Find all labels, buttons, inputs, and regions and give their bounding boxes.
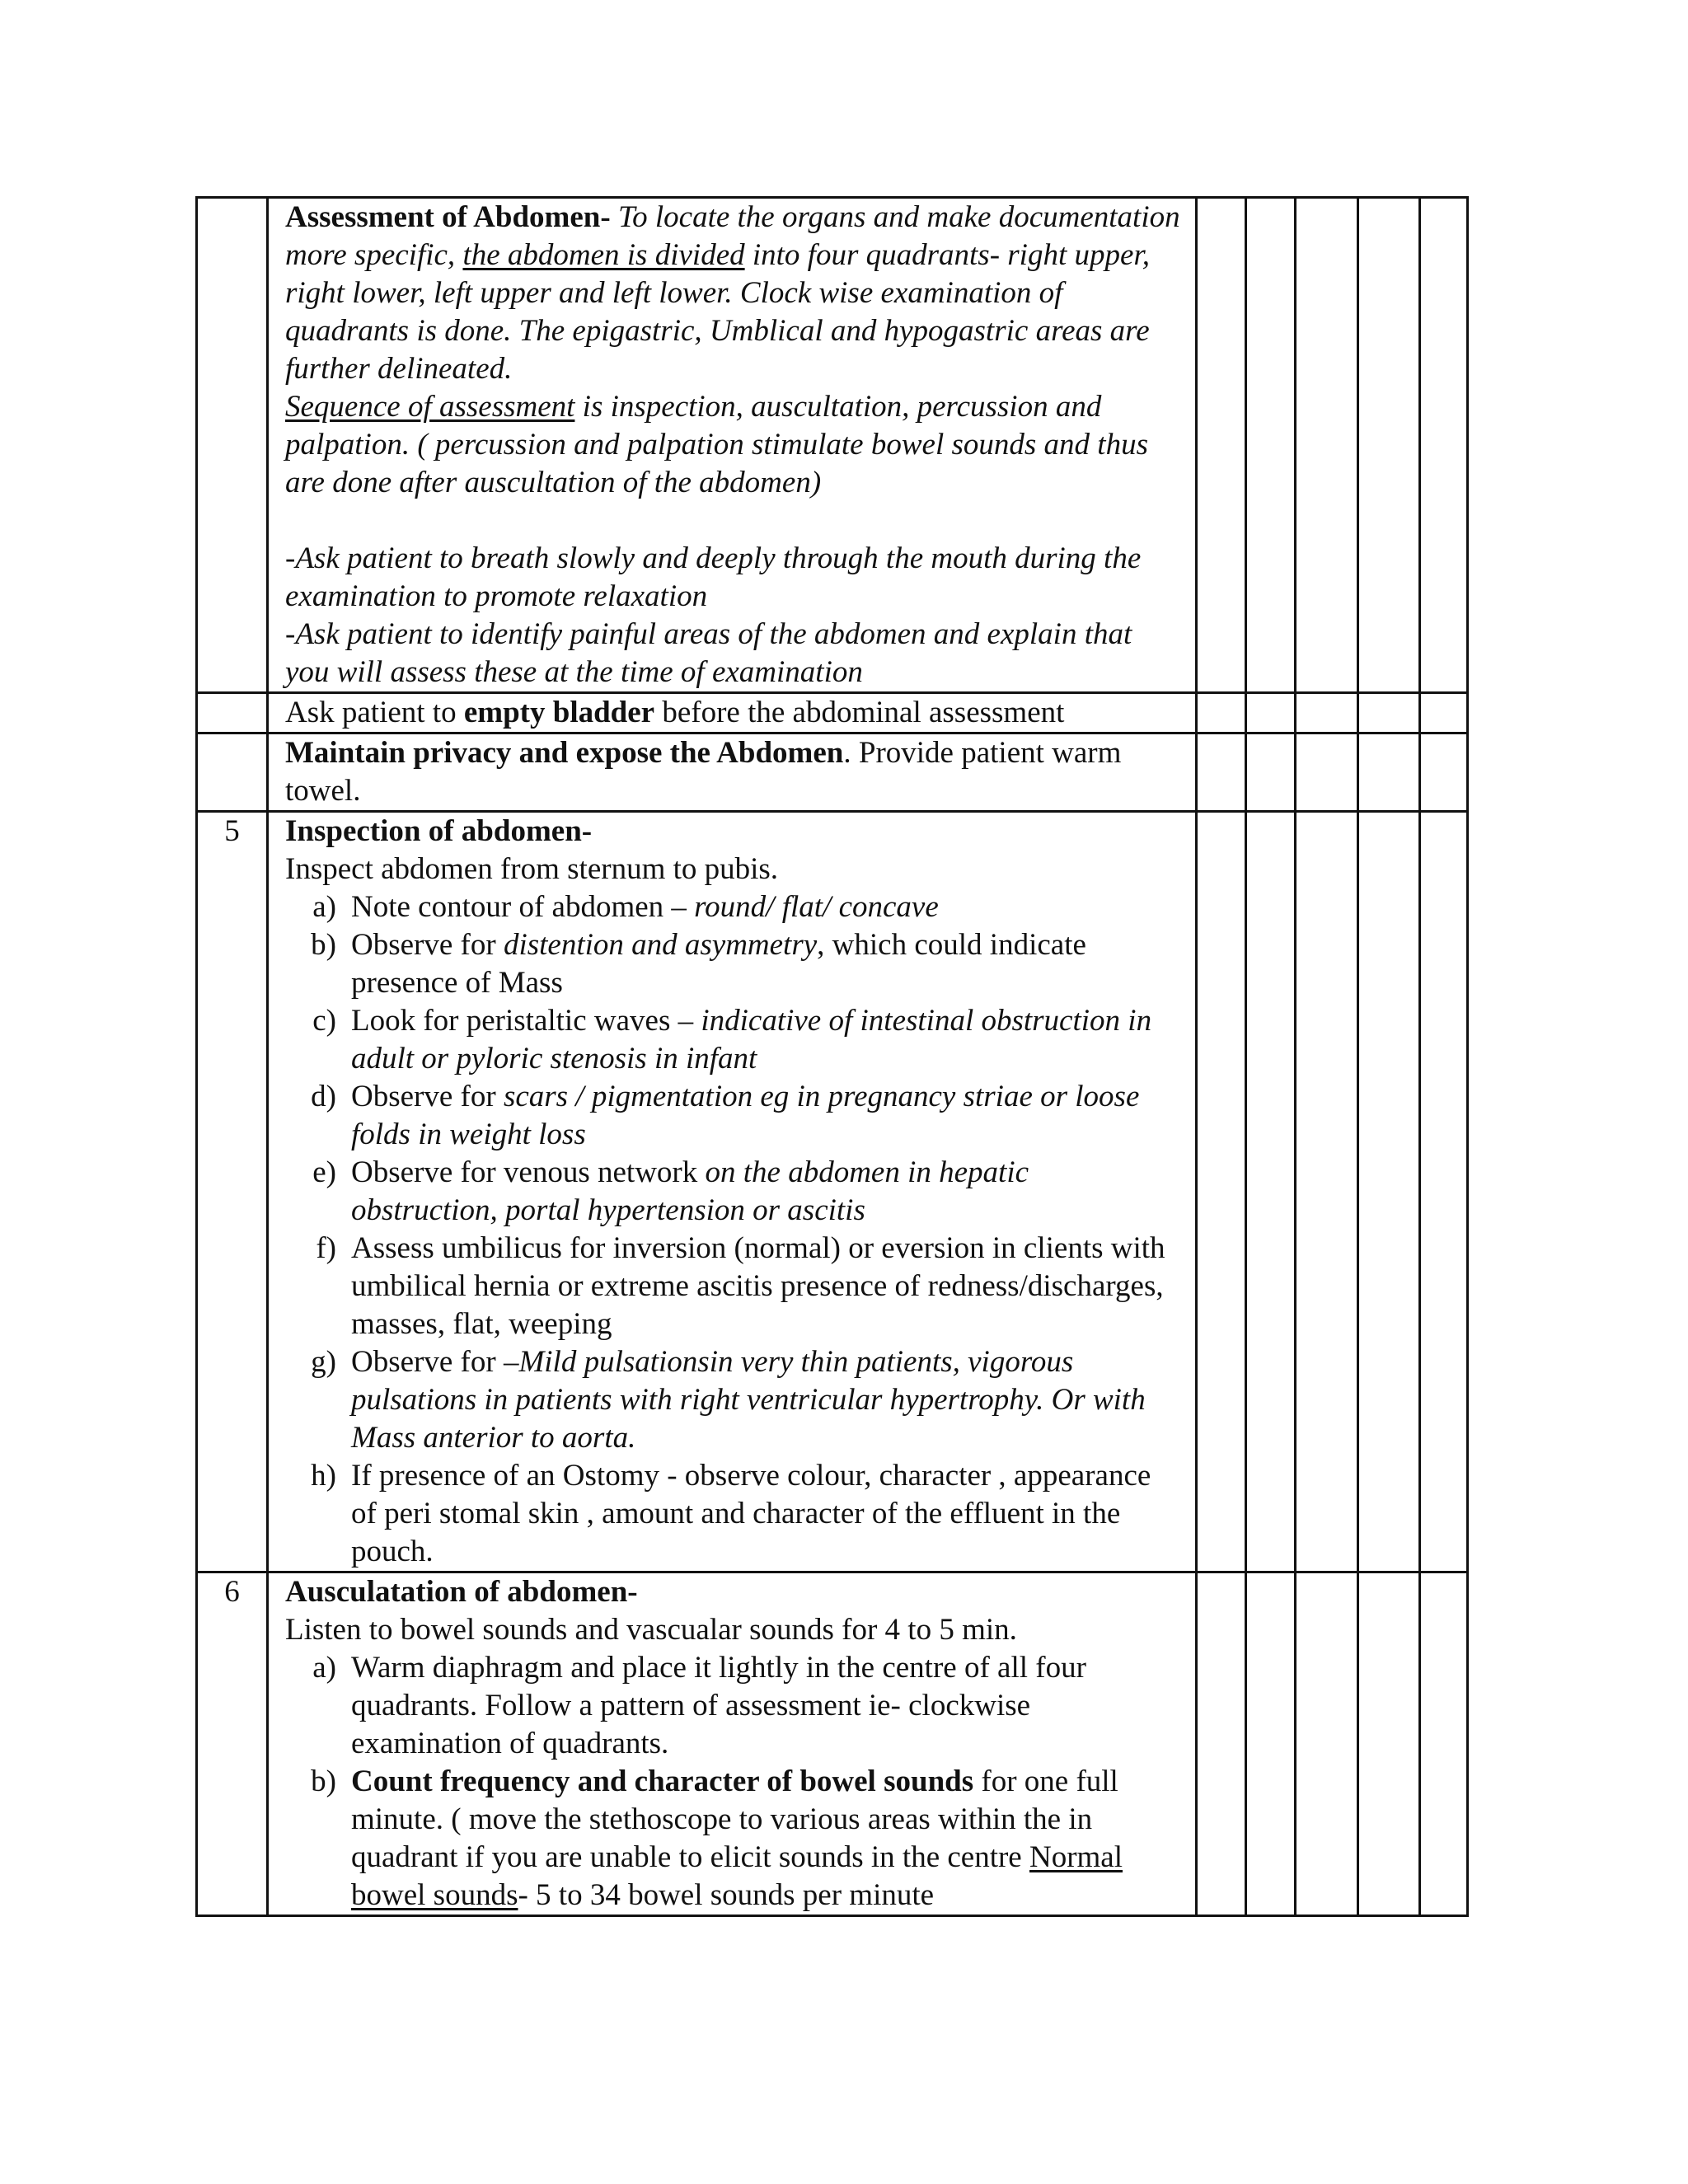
checklist-score-cell [1420, 693, 1468, 733]
text-run: - 5 to 34 bowel sounds per minute [518, 1878, 935, 1912]
text-run: Inspect abdomen from sternum to pubis. [285, 852, 779, 886]
text-run: distention and asymmetry [503, 928, 818, 962]
bold-text: empty bladder [463, 696, 655, 729]
bold-text: Count frequency and character of bowel sounds [351, 1765, 974, 1798]
list-item-text [351, 1457, 1180, 1571]
checklist-score-cell [1246, 1572, 1296, 1916]
text-run: -Ask patient to breath slowly and deeply through the mouth during the examination to promote relaxation [285, 541, 1142, 613]
text-run: Observe for [351, 1080, 504, 1113]
text-run: Observe for [351, 928, 504, 962]
text-run: for one full minute. ( move the stethoscope to various areas within the in quadrant if you are unable to elicit sounds in the centre [351, 1765, 1118, 1874]
list-marker: h) [311, 1459, 336, 1493]
bold-text: Maintain privacy and expose the Abdomen [285, 736, 844, 770]
checklist-score-cell [1246, 733, 1296, 812]
list-item-text [351, 1154, 1180, 1230]
text-run: Observe for [351, 1345, 504, 1379]
step-description-cell [268, 693, 1197, 733]
list-marker: b) [311, 928, 336, 962]
checklist-score-cell [1358, 1572, 1420, 1916]
checklist-score-cell [1197, 198, 1246, 693]
text-run: Observe for venous network [351, 1155, 706, 1189]
table-row [197, 1572, 1468, 1916]
step-description-cell [268, 198, 1197, 693]
step-description-cell [268, 812, 1197, 1572]
list-marker: a) [312, 890, 336, 924]
table-row [197, 733, 1468, 812]
checklist-score-cell [1246, 693, 1296, 733]
list-item [285, 1457, 1180, 1571]
text-run: If presence of an Ostomy - observe colour, character , appearance of peri stomal skin , amount and character of the effluent in the pouch. [351, 1459, 1151, 1568]
list-item [285, 1649, 1180, 1763]
checklist-score-cell [1296, 693, 1358, 733]
text-run: Sequence of assessment [285, 390, 575, 424]
list-item-text [351, 1230, 1180, 1343]
text-run: Look for peristaltic waves [351, 1004, 678, 1038]
text-run: -Ask patient to identify painful areas of the abdomen and explain that you will assess these at the time of examination [285, 617, 1132, 689]
paragraph [285, 734, 1180, 810]
step-number-cell [197, 693, 268, 733]
checklist-score-cell [1420, 198, 1468, 693]
checklist-score-cell [1420, 733, 1468, 812]
list-item-text [351, 926, 1180, 1002]
step-number-cell: 5 [197, 812, 268, 1572]
text-run: –Mild pulsationsin very thin patients, vigorous pulsations in patients with right ventricular hypertrophy. Or with Mass anterior to aorta. [351, 1345, 1146, 1455]
checklist-score-cell [1246, 812, 1296, 1572]
text-run: Normal bowel sounds [351, 1840, 1123, 1912]
sub-step-list [285, 888, 1180, 1571]
text-run: – round/ flat/ concave [671, 890, 939, 924]
checklist-score-cell [1420, 812, 1468, 1572]
list-item-text [351, 1078, 1180, 1154]
paragraph [285, 199, 1180, 388]
text-run: before the abdominal assessment [654, 696, 1065, 729]
bold-text: Assessment of Abdomen- [285, 200, 611, 234]
list-item-text [351, 1343, 1180, 1457]
list-marker: f) [316, 1231, 336, 1265]
checklist-score-cell [1197, 812, 1246, 1572]
text-run: into four quadrants- right upper, right lower, left upper and left lower. Clock wise examination of quadrants is done. The epigastric, Umblical and hypogastric areas are further delineated. [285, 238, 1150, 386]
list-item [285, 1002, 1180, 1078]
list-marker: a) [312, 1651, 336, 1685]
list-item [285, 1763, 1180, 1915]
checklist-score-cell [1296, 1572, 1358, 1916]
paragraph [285, 694, 1180, 732]
paragraph [285, 813, 1180, 851]
list-marker: e) [312, 1155, 336, 1189]
checklist-score-cell [1296, 812, 1358, 1572]
text-run: Listen to bowel sounds and vascualar sounds for 4 to 5 min. [285, 1613, 1017, 1647]
bold-text: Inspection of abdomen- [285, 814, 593, 848]
step-number-cell: 6 [197, 1572, 268, 1916]
step-description-cell [268, 1572, 1197, 1916]
text-run: Warm diaphragm and place it lightly in the centre of all four quadrants. Follow a pattern of assessment ie- clockwise examination of quadrants. [351, 1651, 1086, 1760]
list-marker: b) [311, 1765, 336, 1798]
text-run: is inspection, auscultation, percussion and palpation. ( percussion and palpation stimulate bowel sounds and thus are done after auscultation of the abdomen) [285, 390, 1148, 499]
checklist-score-cell [1358, 693, 1420, 733]
table-row [197, 198, 1468, 693]
paragraph [285, 616, 1180, 691]
checklist-score-cell [1197, 1572, 1246, 1916]
list-item [285, 1078, 1180, 1154]
checklist-score-cell [1358, 733, 1420, 812]
assessment-checklist-table [195, 196, 1469, 1917]
text-run: – indicative of intestinal obstruction in adult or pyloric stenosis in infant [351, 1004, 1152, 1076]
table-row [197, 812, 1468, 1572]
step-description-cell [268, 733, 1197, 812]
checklist-score-cell [1296, 733, 1358, 812]
list-item [285, 926, 1180, 1002]
text-run: Ask patient to [285, 696, 464, 729]
text-run: , which could indicate presence of Mass [351, 928, 1086, 1000]
list-item [285, 1343, 1180, 1457]
text-run: To locate the organs and make documentation more specific, [285, 200, 1180, 272]
list-item-text [351, 888, 1180, 926]
text-run: Assess umbilicus for inversion (normal) or eversion in clients with umbilical hernia or extreme ascitis presence of redness/discharges, masses, flat, weeping [351, 1231, 1165, 1341]
checklist-score-cell [1358, 198, 1420, 693]
text-run: . Provide patient warm towel. [285, 736, 1122, 808]
step-number-cell [197, 733, 268, 812]
checklist-score-cell [1197, 693, 1246, 733]
checklist-score-cell [1296, 198, 1358, 693]
checklist-score-cell [1358, 812, 1420, 1572]
list-item-text [351, 1649, 1180, 1763]
paragraph [285, 388, 1180, 502]
list-item [285, 1230, 1180, 1343]
step-number-cell [197, 198, 268, 693]
paragraph [285, 540, 1180, 616]
list-item [285, 1154, 1180, 1230]
table-body [197, 198, 1468, 1916]
list-marker: g) [311, 1345, 336, 1379]
list-item-text [351, 1763, 1180, 1915]
paragraph [285, 851, 1180, 888]
list-item [285, 888, 1180, 926]
checklist-score-cell [1420, 1572, 1468, 1916]
list-item-text [351, 1002, 1180, 1078]
checklist-score-cell [1197, 733, 1246, 812]
text-run: on the abdomen in hepatic obstruction, portal hypertension or ascitis [351, 1155, 1029, 1227]
paragraph [285, 1573, 1180, 1611]
paragraph [285, 1611, 1180, 1649]
text-run: Note contour of abdomen [351, 890, 672, 924]
checklist-score-cell [1246, 198, 1296, 693]
text-run: scars / pigmentation eg in pregnancy striae or loose folds in weight loss [351, 1080, 1140, 1151]
text-run: the abdomen is divided [462, 238, 745, 272]
sub-step-list [285, 1649, 1180, 1915]
list-marker: d) [311, 1080, 336, 1113]
table-row [197, 693, 1468, 733]
list-marker: c) [312, 1004, 336, 1038]
bold-text: Ausculatation of abdomen- [285, 1575, 638, 1609]
